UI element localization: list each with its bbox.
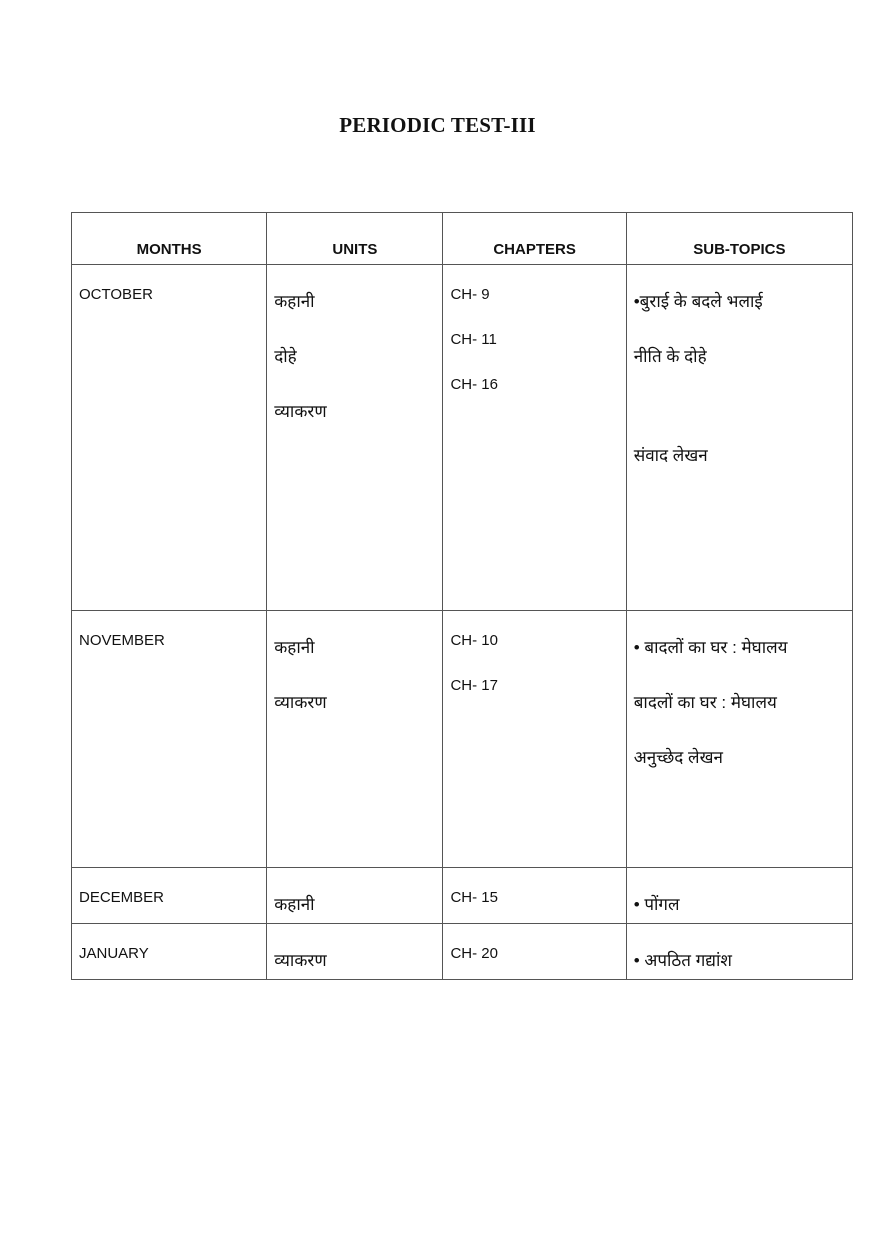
subtopic-spacer — [634, 399, 852, 443]
chapters-cell — [443, 611, 625, 722]
month-cell: NOVEMBER — [79, 632, 165, 649]
chapter-item: CH- 16 — [450, 376, 498, 393]
subtopics-cell — [627, 265, 852, 498]
chapter-item: CH- 11 — [450, 331, 497, 348]
unit-item: कहानी — [274, 292, 315, 311]
unit-item: दोहे — [274, 347, 297, 366]
units-cell — [267, 868, 442, 918]
subtopic-item: अनुच्छेद लेखन — [633, 748, 723, 767]
subtopic-item: संवाद लेखन — [633, 446, 708, 465]
units-cell — [267, 265, 442, 454]
chapter-item: CH- 15 — [450, 889, 498, 906]
chapters-cell — [443, 265, 625, 421]
header-months: MONTHS — [72, 213, 267, 265]
table-row — [72, 924, 853, 980]
header-units: UNITS — [267, 213, 443, 265]
month-cell: JANUARY — [79, 945, 149, 962]
chapter-item: CH- 20 — [450, 945, 498, 962]
chapters-cell — [443, 924, 625, 963]
syllabus-table — [71, 212, 853, 980]
unit-item: कहानी — [274, 895, 315, 914]
page-title: PERIODIC TEST-III — [339, 113, 536, 137]
units-cell — [267, 611, 442, 745]
month-cell: OCTOBER — [79, 286, 153, 303]
subtopic-item: • अपठित गद्यांश — [633, 951, 732, 970]
unit-item: कहानी — [274, 638, 315, 657]
chapter-item: CH- 9 — [450, 286, 490, 303]
table-row — [72, 265, 853, 611]
table-header-row — [72, 213, 853, 265]
units-cell — [267, 924, 442, 974]
unit-item: व्याकरण — [274, 402, 327, 421]
month-cell: DECEMBER — [79, 889, 165, 906]
header-subtopics: SUB-TOPICS — [626, 213, 852, 265]
unit-item: व्याकरण — [274, 951, 327, 970]
subtopic-item: नीति के दोहे — [633, 347, 707, 366]
subtopic-item: • पोंगल — [633, 895, 680, 914]
chapter-item: CH- 10 — [450, 632, 498, 649]
table-row — [72, 611, 853, 868]
table-row — [72, 868, 853, 924]
chapters-cell — [443, 868, 625, 907]
subtopics-cell — [627, 924, 852, 974]
unit-item: व्याकरण — [274, 693, 327, 712]
subtopic-item: •बुराई के बदले भलाई — [633, 292, 763, 311]
chapter-item: CH- 17 — [450, 677, 498, 694]
subtopics-cell — [627, 611, 852, 800]
header-chapters: CHAPTERS — [443, 213, 626, 265]
subtopic-item: • बादलों का घर : मेघालय — [633, 638, 788, 657]
subtopic-item: बादलों का घर : मेघालय — [633, 693, 777, 712]
subtopics-cell — [627, 868, 852, 918]
